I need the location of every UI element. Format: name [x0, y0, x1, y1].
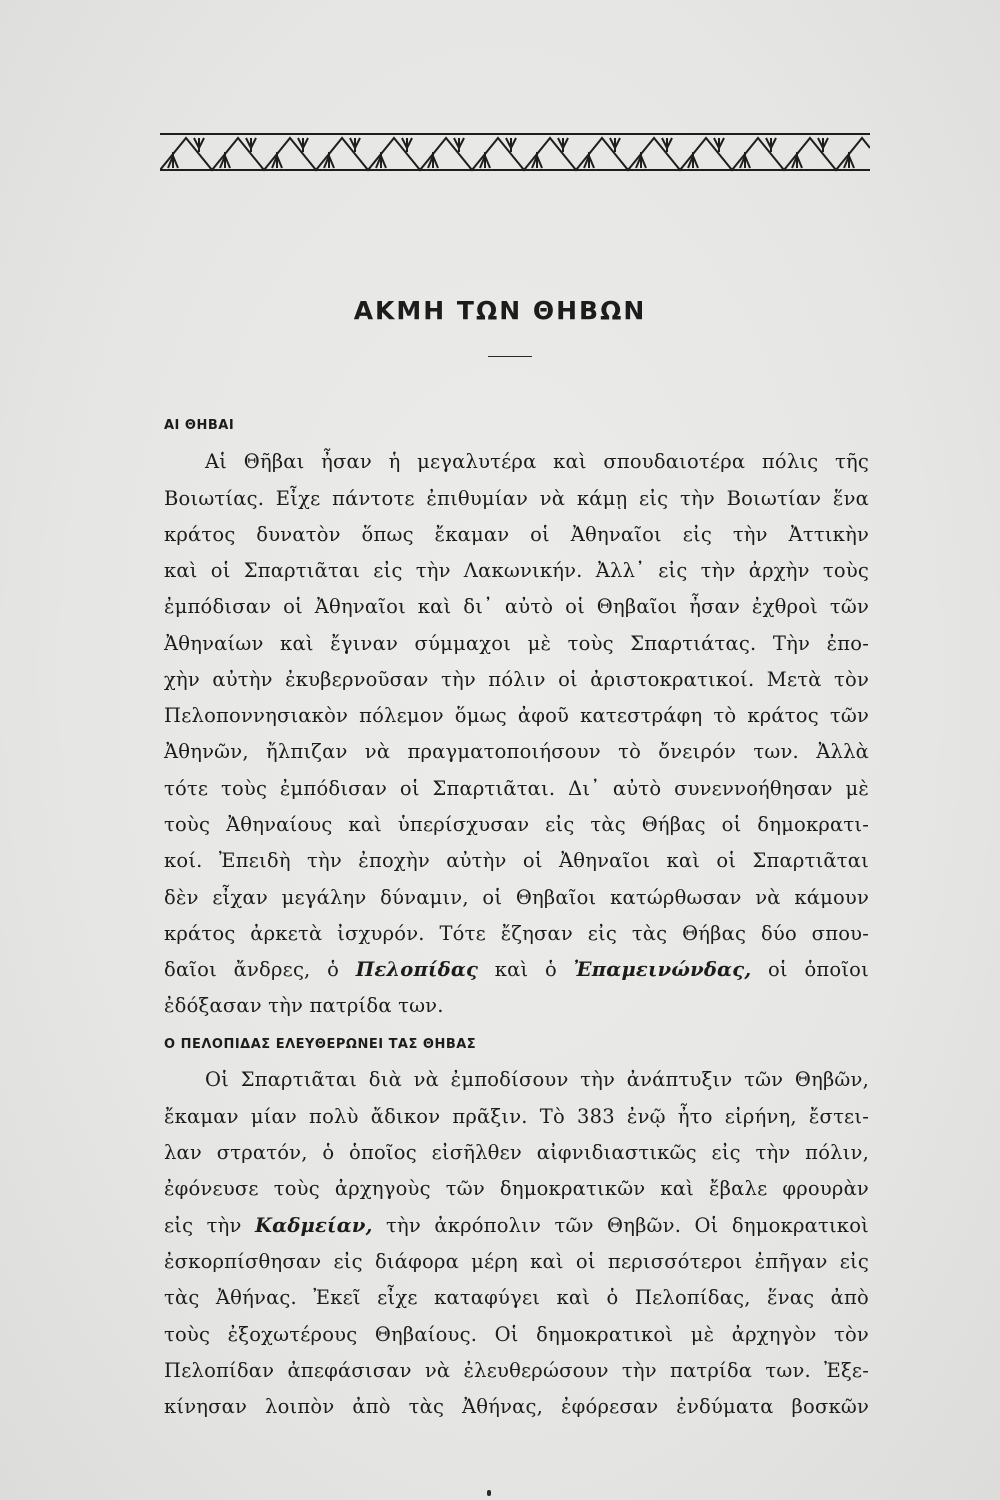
text-line: ἐσκορπίσθησαν εἰς διάφορα μέρη καὶ οἱ περισσότεροι ἐπῆγαν εἰς [164, 1250, 869, 1273]
text-line-with-names: δαῖοι ἄνδρες, ὁ Πελοπίδας καὶ ὁ Ἐπαμεινώνδας, οἱ ὁποῖοι [164, 958, 869, 981]
text-line: τὰς Ἀθήνας. Ἐκεῖ εἶχε καταφύγει καὶ ὁ Πελοπίδας, ἕνας ἀπὸ [164, 1286, 869, 1309]
text-line: Βοιωτίας. Εἶχε πάντοτε ἐπιθυμίαν νὰ κάμῃ εἰς τὴν Βοιωτίαν ἕνα [164, 487, 869, 510]
text-line: Αἱ Θῆβαι ἦσαν ἡ μεγαλυτέρα καὶ σπουδαιοτέρα πόλις τῆς [205, 450, 869, 473]
text-line: Πελοποννησιακὸν πόλεμον ὅμως ἀφοῦ κατεστράφη τὸ κράτος τῶν [164, 704, 869, 727]
text-line: κίνησαν λοιπὸν ἀπὸ τὰς Ἀθήνας, ἐφόρεσαν ἐνδύματα βοσκῶν [164, 1395, 869, 1418]
text-line: χὴν αὐτὴν ἐκυβερνοῦσαν τὴν πόλιν οἱ ἀριστοκρατικοί. Μετὰ τὸν [164, 668, 869, 691]
name-kadmeia: Καδμείαν, [254, 1214, 373, 1237]
section-heading-pelopidas: Ο ΠΕΛΟΠΙΔΑΣ ΕΛΕΥΘΕΡΩΝΕΙ ΤΑΣ ΘΗΒΑΣ [164, 1037, 477, 1052]
text-line: κράτος δυνατὸν ὅπως ἔκαμαν οἱ Ἀθηναῖοι εἰς τὴν Ἀττικὴν [164, 523, 869, 546]
text-line: ἔκαμαν μίαν πολὺ ἄδικον πρᾶξιν. Τὸ 383 ἐνῷ ἦτο εἰρήνη, ἔστει- [164, 1105, 869, 1128]
text-line: Ἀθηναίων καὶ ἔγιναν σύμμαχοι μὲ τοὺς Σπαρτιάτας. Τὴν ἐπο- [164, 632, 869, 655]
text-line: Οἱ Σπαρτιᾶται διὰ νὰ ἐμποδίσουν τὴν ἀνάπτυξιν τῶν Θηβῶν, [205, 1068, 869, 1091]
name-pelopidas: Πελοπίδας [355, 958, 479, 981]
text-line: τότε τοὺς ἐμπόδισαν οἱ Σπαρτιᾶται. Δι᾽ αὐτὸ συνεννοήθησαν μὲ [164, 777, 869, 800]
text-line: λαν στρατόν, ὁ ὁποῖος εἰσῆλθεν αἰφνιδιαστικῶς εἰς τὴν πόλιν, [164, 1141, 869, 1164]
chapter-title: ΑΚΜΗ ΤΩΝ ΘΗΒΩΝ [353, 296, 647, 325]
text-line: τοὺς ἐξοχωτέρους Θηβαίους. Οἱ δημοκρατικοὶ μὲ ἀρχηγὸν τὸν [164, 1323, 869, 1346]
title-underline [488, 356, 532, 357]
text-line-with-kadmeia: εἰς τὴν Καδμείαν, τὴν ἀκρόπολιν τῶν Θηβῶν. Οἱ δημοκρατικοὶ [164, 1214, 869, 1237]
text-line: Πελοπίδαν ἀπεφάσισαν νὰ ἐλευθερώσουν τὴν πατρίδα των. Ἐξε- [164, 1359, 869, 1382]
text-line: ἐμπόδισαν οἱ Ἀθηναῖοι καὶ δι᾽ αὐτὸ οἱ Θηβαῖοι ἦσαν ἐχθροὶ τῶν [164, 595, 869, 618]
decorative-border-ornament [160, 130, 870, 174]
text-line: δὲν εἶχαν μεγάλην δύναμιν, οἱ Θηβαῖοι κατώρθωσαν νὰ κάμουν [164, 886, 869, 909]
section-heading-thebes: ΑΙ ΘΗΒΑΙ [164, 418, 235, 433]
text-line: τοὺς Ἀθηναίους καὶ ὑπερίσχυσαν εἰς τὰς Θήβας οἱ δημοκρατι- [164, 813, 869, 836]
text-line: κοί. Ἐπειδὴ τὴν ἐποχὴν αὐτὴν οἱ Ἀθηναῖοι καὶ οἱ Σπαρτιᾶται [164, 849, 869, 872]
text-line: Ἀθηνῶν, ἤλπιζαν νὰ πραγματοποιήσουν τὸ ὄνειρόν των. Ἀλλὰ [164, 740, 869, 763]
text-line: ἐδόξασαν τὴν πατρίδα των. [164, 994, 444, 1017]
text-line: ἐφόνευσε τοὺς ἀρχηγοὺς τῶν δημοκρατικῶν καὶ ἔβαλε φρουρὰν [164, 1177, 869, 1200]
text-line: κράτος ἀρκετὰ ἰσχυρόν. Τότε ἔζησαν εἰς τὰς Θήβας δύο σπου- [164, 922, 869, 945]
text-line: καὶ οἱ Σπαρτιᾶται εἰς τὴν Λακωνικήν. Ἀλλ᾽ εἰς τὴν ἀρχὴν τοὺς [164, 559, 869, 582]
page-mark [487, 1490, 491, 1496]
name-epaminondas: Ἐπαμεινώνδας, [573, 958, 752, 981]
